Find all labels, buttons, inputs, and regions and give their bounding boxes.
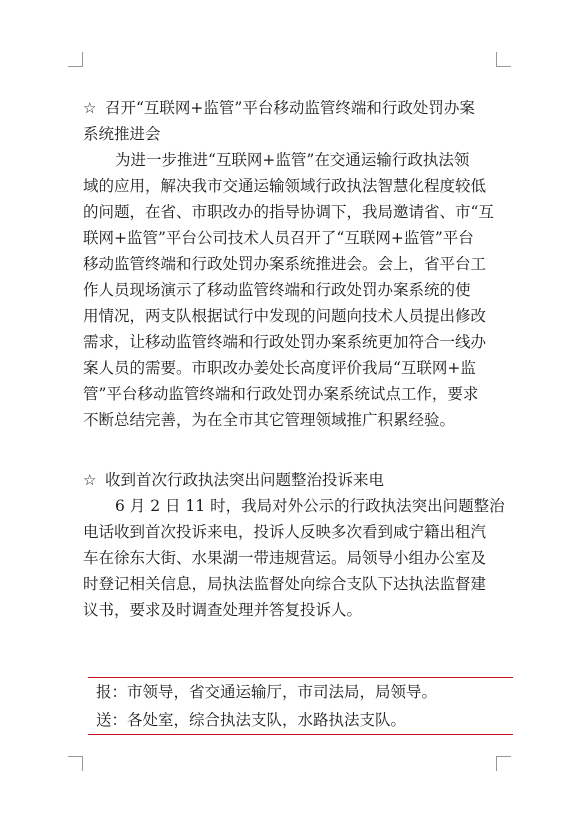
crop-mark-top-right: [496, 52, 511, 67]
section2-paragraph-line: 时登记相关信息，局执法监督处向综合支队下达执法监督建: [83, 575, 487, 593]
section1-paragraph-line: 需求，让移动监管终端和行政处罚办案系统更加符合一线办: [83, 333, 487, 351]
section1-title-text: 召开“互联网+监管”平台移动监管终端和行政处罚办案: [105, 99, 475, 117]
crop-mark-top-left: [68, 52, 83, 67]
star-icon: ☆: [83, 99, 97, 117]
section1-paragraph-line: 的问题，在省、市职改办的指导协调下，我局邀请省、市“互: [83, 203, 494, 221]
section1-paragraph-line: 案人员的需要。市职改办姜处长高度评价我局“互联网+监: [83, 359, 476, 377]
section2-paragraph-line: 电话收到首次投诉来电，投诉人反映多次看到咸宁籍出租汽: [83, 523, 487, 541]
section1-paragraph-line: 联网+监管”平台公司技术人员召开了“互联网+监管”平台: [83, 229, 474, 247]
section1-title-line-2: 系统推进会: [83, 125, 161, 143]
section1-paragraph-line: 移动监管终端和行政处罚办案系统推进会。会上，省平台工: [83, 255, 487, 273]
section1-paragraph-line: 管”平台移动监管终端和行政处罚办案系统试点工作，要求: [83, 385, 479, 403]
section2-paragraph-line: 议书，要求及时调查处理并答复投诉人。: [83, 601, 363, 619]
crop-mark-bottom-right: [496, 756, 511, 771]
distribution-footer: [88, 677, 513, 735]
section1-title-line-1: [83, 95, 513, 121]
star-icon: ☆: [83, 471, 97, 489]
section1-paragraph-line: 为进一步推进“互联网+监管”在交通运输行政执法领: [115, 151, 470, 169]
section1-paragraph-line: 域的应用，解决我市交通运输领域行政执法智慧化程度较低: [83, 177, 487, 195]
section1-paragraph-line: 用情况，两支队根据试行中发现的问题向技术人员提出修改: [83, 307, 487, 325]
report-to-line: 报：市领导，省交通运输厅，市司法局，局领导。: [96, 683, 438, 701]
section1-paragraph-line: 不断总结完善，为在全市其它管理领域推广积累经验。: [83, 411, 456, 429]
document-body: [83, 95, 513, 623]
section-spacer: [83, 433, 513, 467]
section2-title-text: 收到首次行政执法突出问题整治投诉来电: [105, 471, 385, 489]
crop-mark-bottom-left: [68, 756, 83, 771]
section2-paragraph-line: 车在徐东大街、水果湖一带违规营运。局领导小组办公室及: [83, 549, 487, 567]
send-to-line: 送：各处室，综合执法支队，水路执法支队。: [96, 711, 407, 729]
section2-title-line: [83, 467, 513, 493]
section1-paragraph-line: 作人员现场演示了移动监管终端和行政处罚办案系统的使: [83, 281, 471, 299]
section2-paragraph-line: 6 月 2 日 11 时，我局对外公示的行政执法突出问题整治: [115, 497, 505, 515]
footer-bottom-rule: [88, 734, 513, 735]
